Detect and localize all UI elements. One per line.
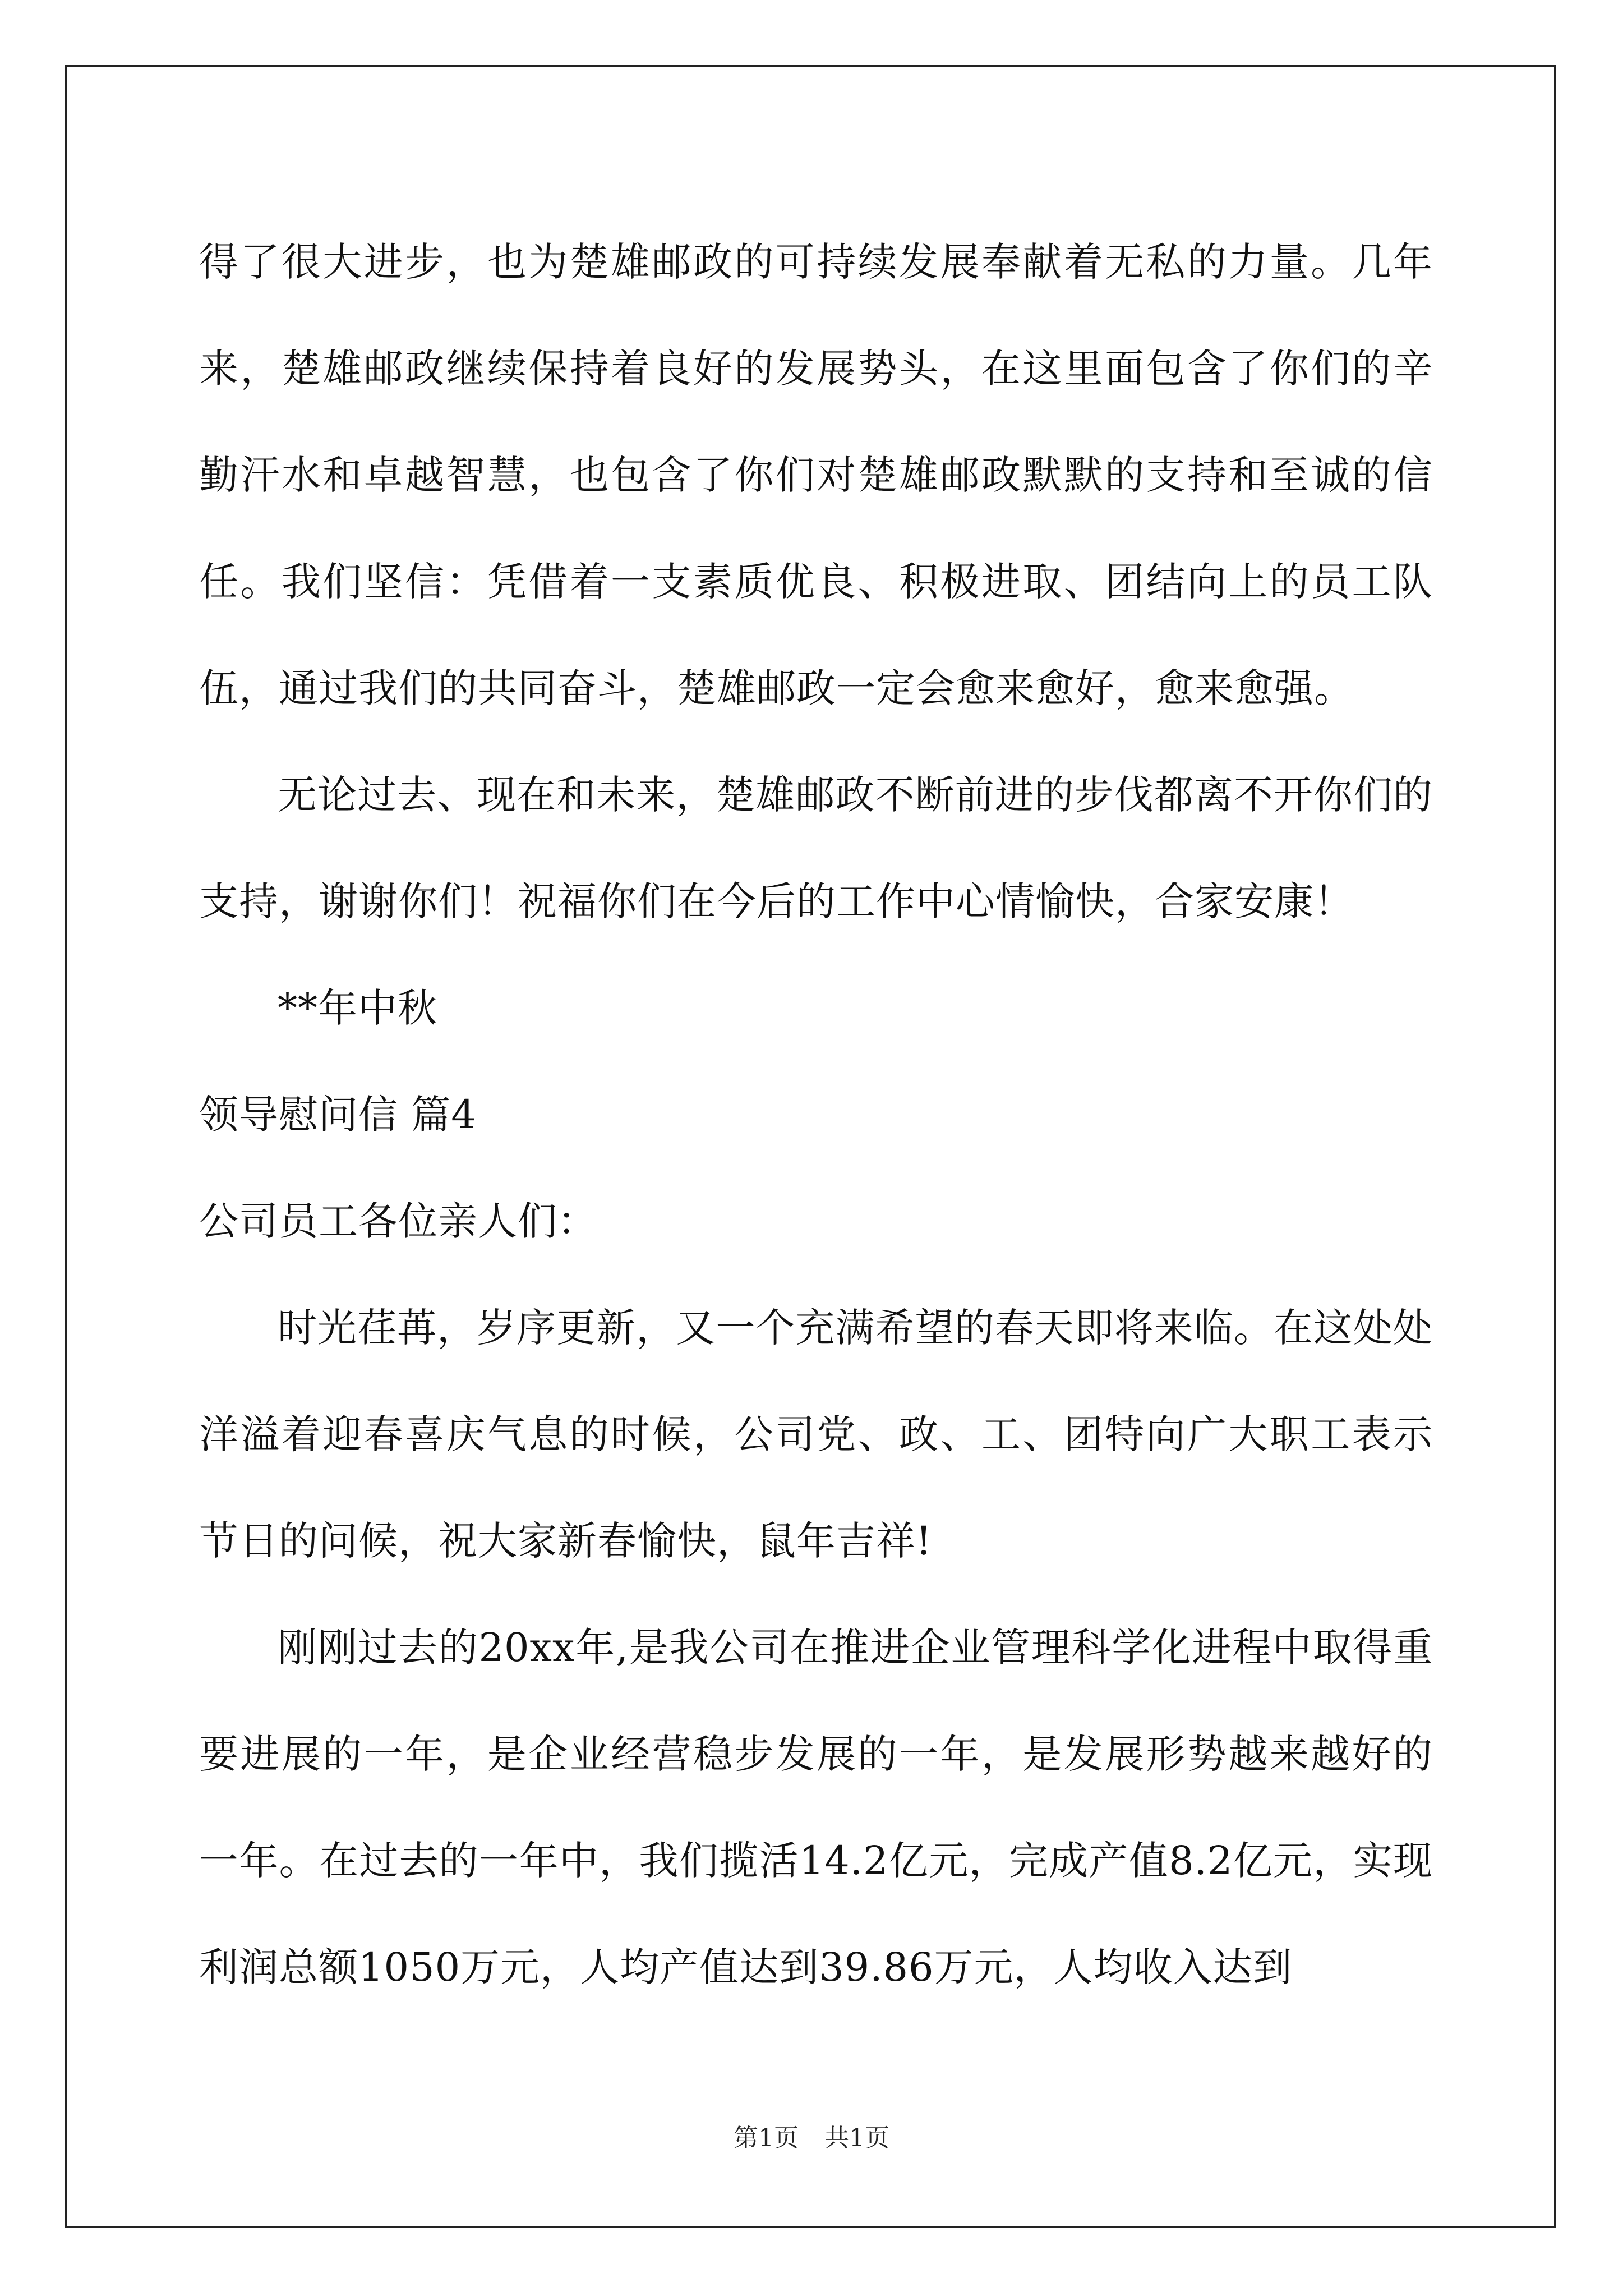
- salutation: 公司员工各位亲人们：: [199, 1198, 597, 1244]
- page-footer: [0, 2118, 1623, 2154]
- page-number-total: 共1页: [824, 2124, 889, 2152]
- page-number-current: 第1页: [734, 2124, 799, 2152]
- paragraph-blessing: 无论过去、现在和未来，楚雄邮政不断前进的步伐都离不开你们的支持，谢谢你们！祝福你们在今后的工作中心情愉快，合家安康！: [199, 772, 1433, 924]
- paragraph-review: 刚刚过去的20xx年,是我公司在推进企业管理科学化进程中取得重要进展的一年，是企业经营稳步发展的一年，是发展形势越来越好的一年。在过去的一年中，我们揽活14.2亿元，完成产值8.2亿元，实现利润总额1050万元，人均产值达到39.86万元，人均收入达到: [199, 1625, 1433, 1990]
- section-heading: 领导慰问信 篇4: [199, 1092, 477, 1138]
- document-body: [199, 209, 1433, 2021]
- paragraph-greeting: 时光荏苒，岁序更新，又一个充满希望的春天即将来临。在这处处洋溢着迎春喜庆气息的时候，公司党、政、工、团特向广大职工表示节日的问候，祝大家新春愉快，鼠年吉祥!: [199, 1305, 1433, 1564]
- signature-date: **年中秋: [278, 985, 437, 1031]
- paragraph-continuation: 得了很大进步，也为楚雄邮政的可持续发展奉献着无私的力量。几年来，楚雄邮政继续保持着良好的发展势头，在这里面包含了你们的辛勤汗水和卓越智慧，也包含了你们对楚雄邮政默默的支持和至诚的信任。我们坚信：凭借着一支素质优良、积极进取、团结向上的员工队伍，通过我们的共同奋斗，楚雄邮政一定会愈来愈好，愈来愈强。: [199, 239, 1433, 711]
